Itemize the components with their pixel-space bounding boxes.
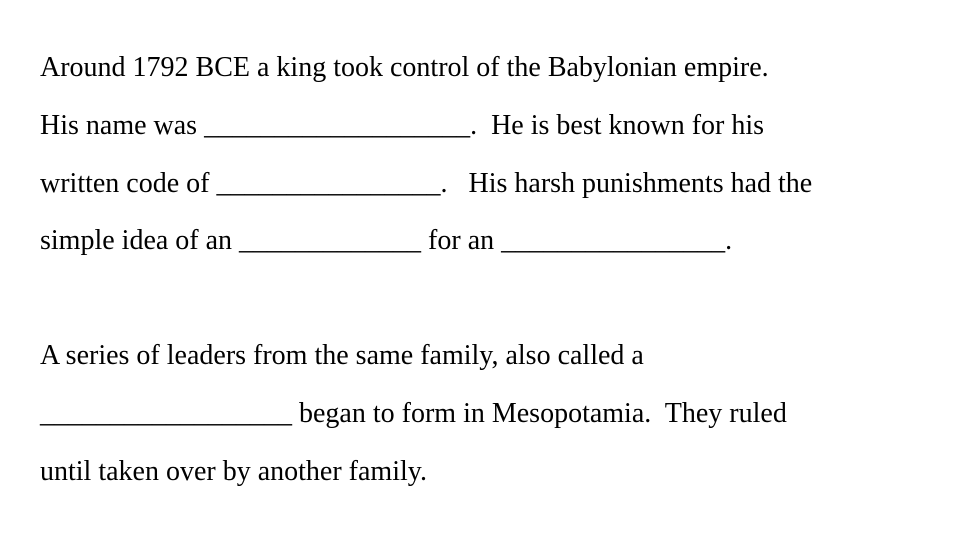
- text-line: until taken over by another family.: [40, 456, 427, 487]
- text-line: Around 1792 BCE a king took control of the Babylonian empire.: [40, 52, 769, 83]
- text-line: written code of ________________. His harsh punishments had the: [40, 168, 813, 199]
- text-line: A series of leaders from the same family, also called a: [40, 340, 644, 371]
- text-line: His name was ___________________. He is best known for his: [40, 110, 765, 141]
- text-line: __________________ began to form in Mesopotamia. They ruled: [40, 398, 787, 429]
- text-line: simple idea of an _____________ for an ________________.: [40, 225, 733, 256]
